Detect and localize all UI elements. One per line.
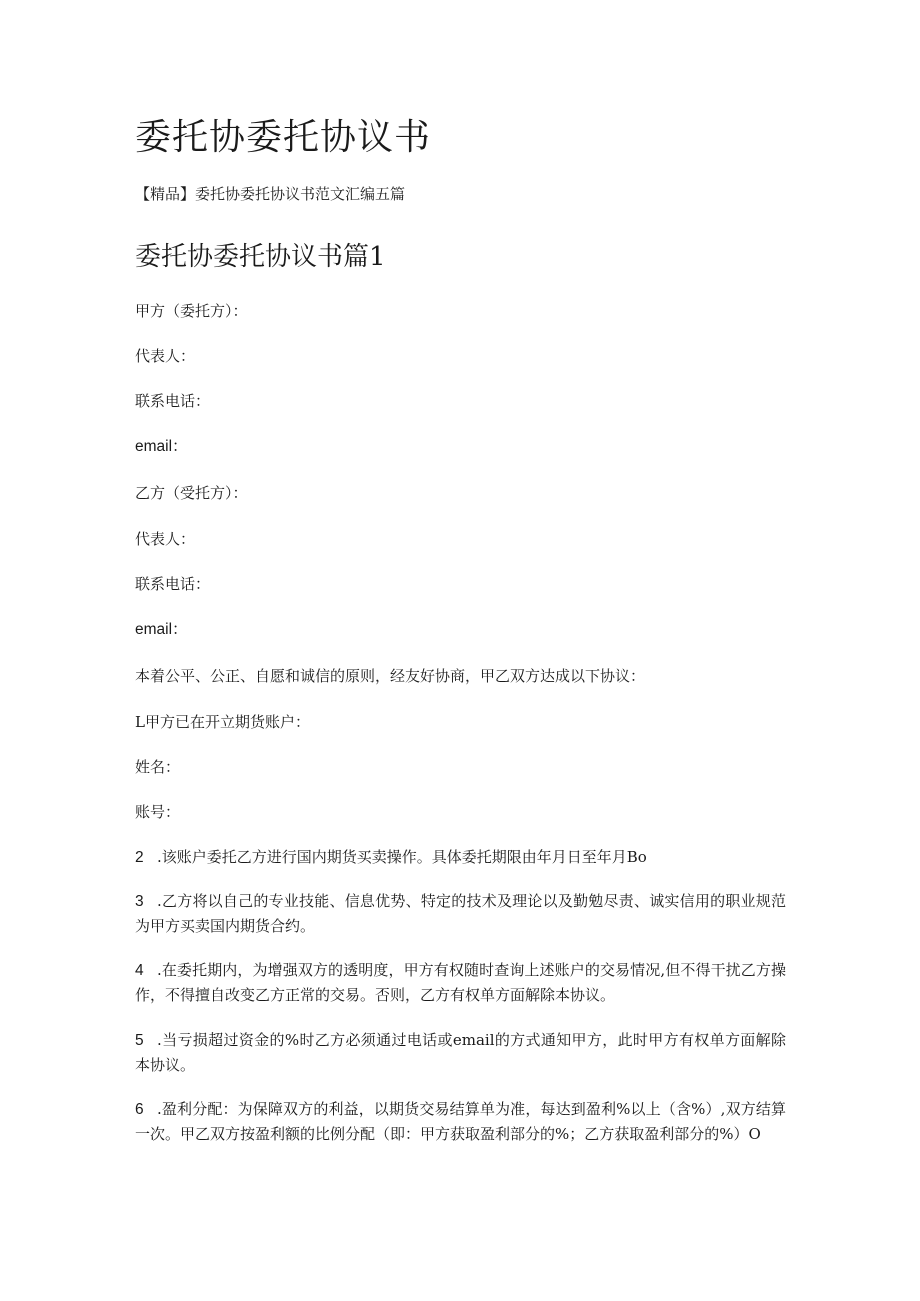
party-b-phone: 联系电话： [135, 575, 211, 593]
party-a-email: email： [135, 438, 188, 455]
party-a-label: 甲方（委托方）： [135, 302, 248, 320]
preamble: 本着公平、公正、自愿和诚信的原则，经友好协商，甲乙双方达成以下协议： [135, 667, 646, 685]
clause-number: 3 [135, 893, 144, 910]
document-title: 委托协委托协议书 [135, 117, 432, 158]
party-b-email: email： [135, 621, 188, 638]
clause-number: 2 [135, 849, 144, 866]
clause-1: L甲方已在开立期货账户： [135, 713, 310, 731]
clause-text: .在委托期内，为增强双方的透明度，甲方有权随时查询上述账户的交易情况,但不得干扰乙方操作，不得擅自改变乙方正常的交易。否则，乙方有权单方面解除本协议。 [135, 961, 786, 1004]
party-b-representative: 代表人： [135, 530, 196, 548]
clause-number: 5 [135, 1032, 144, 1049]
clause-6 [135, 1097, 786, 1146]
clause-5 [135, 1028, 786, 1077]
clause-1-name: 姓名： [135, 758, 181, 776]
clause-text: .乙方将以自己的专业技能、信息优势、特定的技术及理论以及勤勉尽责、诚实信用的职业规范为甲方买卖国内期货合约。 [135, 892, 786, 935]
clause-1-account: 账号： [135, 803, 181, 821]
clause-number: 6 [135, 1101, 144, 1118]
clause-2 [135, 845, 786, 870]
section-heading: 委托协委托协议书篇1 [135, 242, 386, 272]
party-a-phone: 联系电话： [135, 392, 211, 410]
party-a-representative: 代表人： [135, 347, 196, 365]
clause-number: 4 [135, 962, 144, 979]
clause-text: .该账户委托乙方进行国内期货买卖操作。具体委托期限由年月日至年月Bo [157, 848, 647, 866]
party-b-label: 乙方（受托方）： [135, 484, 248, 502]
clause-text: .盈利分配：为保障双方的利益，以期货交易结算单为准，每达到盈利%以上（含%）,双方结算一次。甲乙双方按盈利额的比例分配（即：甲方获取盈利部分的%；乙方获取盈利部分的%）O [135, 1100, 786, 1143]
clause-4 [135, 958, 786, 1007]
document-subtitle: 【精品】委托协委托协议书范文汇编五篇 [135, 185, 406, 203]
clause-text: .当亏损超过资金的%时乙方必须通过电话或email的方式通知甲方，此时甲方有权单方面解除本协议。 [135, 1031, 786, 1074]
clause-3 [135, 889, 786, 938]
